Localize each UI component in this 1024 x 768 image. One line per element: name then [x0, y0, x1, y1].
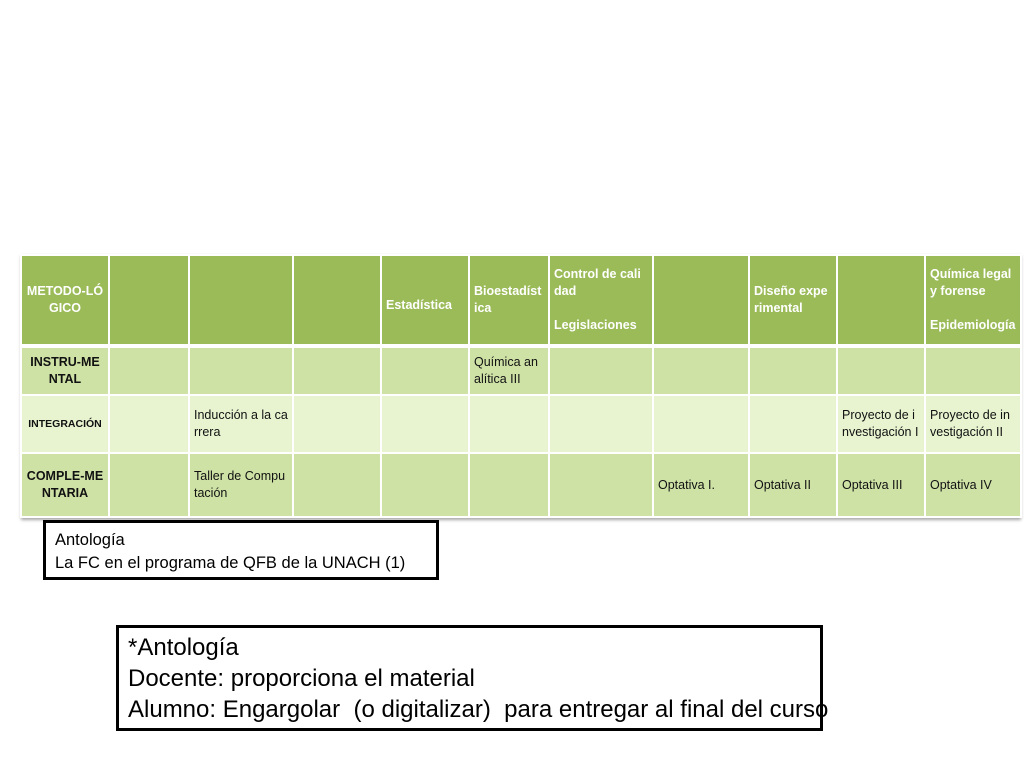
header-cell-area: METODO-LÓGICO: [21, 255, 109, 346]
header-cell: [109, 255, 189, 346]
table-cell: [469, 453, 549, 517]
table-cell: [293, 453, 381, 517]
table-cell: [293, 395, 381, 453]
table-cell: Optativa III: [837, 453, 925, 517]
table-cell: Proyecto de investigación I: [837, 395, 925, 453]
table-cell: [653, 395, 749, 453]
header-cell: [293, 255, 381, 346]
header-cell: Diseño experimental: [749, 255, 837, 346]
table-header-row: [21, 255, 1021, 346]
curriculum-table-wrapper: [20, 254, 1020, 518]
table-cell: Optativa II: [749, 453, 837, 517]
table-cell: [381, 346, 469, 395]
table-cell: Inducción a la carrera: [189, 395, 293, 453]
table-cell: [837, 346, 925, 395]
table-cell: [925, 346, 1021, 395]
table-cell: Taller de Computación: [189, 453, 293, 517]
header-cell: [837, 255, 925, 346]
table-cell: [653, 346, 749, 395]
table-cell: Optativa I.: [653, 453, 749, 517]
curriculum-table: [20, 254, 1022, 518]
table-cell: [293, 346, 381, 395]
table-cell: [381, 395, 469, 453]
note-title: Antología: [55, 531, 125, 549]
instructions-box: [116, 625, 829, 731]
table-cell: [109, 346, 189, 395]
note-subtitle: La FC en el programa de QFB de la UNACH (1): [55, 554, 406, 572]
antologia-note-box: [43, 520, 439, 580]
table-cell: [109, 453, 189, 517]
table-cell: Proyecto de investigación II: [925, 395, 1021, 453]
table-cell: Química analítica III: [469, 346, 549, 395]
header-cell: Control de calidad Legislaciones: [549, 255, 653, 346]
area-cell: INSTRU-MENTAL: [21, 346, 109, 395]
instructions-title: *Antología: [128, 634, 239, 661]
table-cell: [109, 395, 189, 453]
header-cell: Química legal y forense Epidemiología: [925, 255, 1021, 346]
table-cell: [381, 453, 469, 517]
table-cell: [749, 346, 837, 395]
instructions-student: Alumno: Engargolar (o digitalizar) para entregar al final del curso: [128, 696, 829, 723]
table-row: [21, 395, 1021, 453]
table-cell: [549, 395, 653, 453]
table-cell: [749, 395, 837, 453]
header-cell: Bioestadística: [469, 255, 549, 346]
table-cell: [549, 453, 653, 517]
table-cell: Optativa IV: [925, 453, 1021, 517]
area-cell: INTEGRACIÓN: [21, 395, 109, 453]
table-cell: [469, 395, 549, 453]
table-cell: [549, 346, 653, 395]
header-cell: [653, 255, 749, 346]
table-row: [21, 453, 1021, 517]
header-cell: Estadística: [381, 255, 469, 346]
instructions-teacher: Docente: proporciona el material: [128, 665, 475, 692]
area-cell: COMPLE-MENTARIA: [21, 453, 109, 517]
header-cell: [189, 255, 293, 346]
table-cell: [189, 346, 293, 395]
table-row: [21, 346, 1021, 395]
